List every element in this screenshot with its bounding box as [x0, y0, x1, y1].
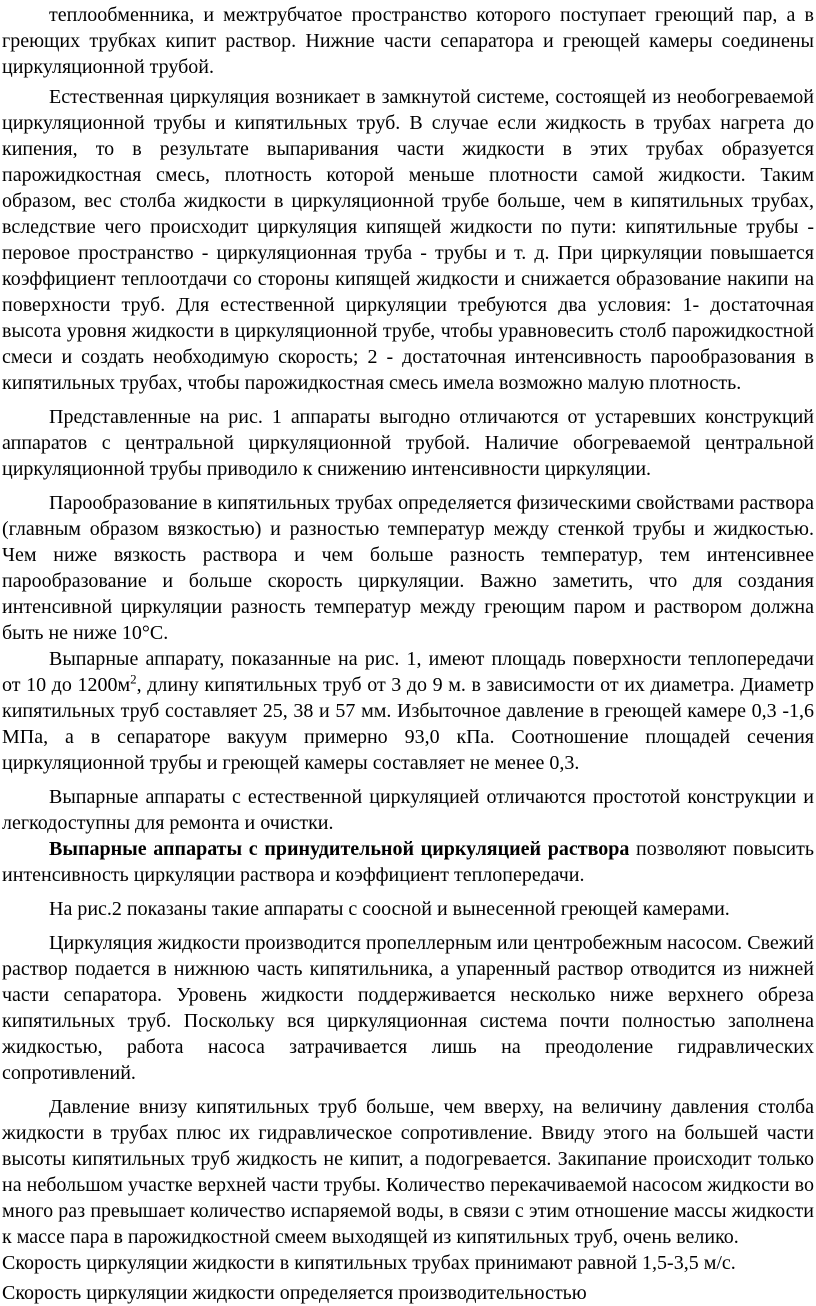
forced-circulation-text: позволяют повысить интенсивность циркуляции раствора и коэффициент теплопередачи. — [2, 838, 814, 886]
specs-text-start: Выпарные аппарату, показанные на рис. 1, имеют площадь поверхности теплопередачи от 10 до 1200м — [2, 648, 814, 696]
paragraph-specs — [2, 646, 814, 776]
paragraph-simplicity: Выпарные аппараты с естественной циркуляцией отличаются простотой конструкции и легкодоступны для ремонта и очистки. — [2, 786, 814, 834]
paragraph-fig2: На рис.2 показаны такие аппараты с соосной и вынесенной греющей камерами. — [49, 898, 730, 920]
paragraph-natural-circulation: Естественная циркуляция возникает в замкнутой системе, состоящей из необогреваемой циркуляционной трубы и кипятильных труб. В случае если жидкость в трубах нагрета до кипения, то в результате выпаривания части жидкости в этих трубах образуется парожидкостная смесь, плотность которой меньше плотности самой жидкости. Таким образом, вес столба жидкости в циркуляционной трубе больше, чем в кипятильных трубах, вследствие чего происходит циркуляция кипящей жидкости по пути: кипятильные трубы - перовое пространство - циркуляционная труба - трубы и т. д. При циркуляции повышается коэффициент теплоотдачи со стороны кипящей жидкости и снижается образование накипи на поверхности труб. Для естественной циркуляции требуются два условия: 1- достаточная высота уровня жидкости в циркуляционной трубе, чтобы уравновесить столб парожидкостной смеси и создать необходимую скорость; 2 - достаточная интенсивность парообразования в кипятильных трубах, чтобы парожидкостная смесь имела возможно малую плотность. — [2, 86, 814, 394]
specs-text-end: , длину кипятильных труб от 3 до 9 м. в зависимости от их диаметра. Диаметр кипятильных труб составляет 25, 38 и 57 мм. Избыточное давление в греющей камере 0,3 -1,6 МПа, а в сепараторе вакуум примерно 93,0 кПа. Соотношение площадей сечения циркуляционной трубы и греющей камеры составляет не менее 0,3. — [2, 674, 814, 774]
superscript-2: 2 — [130, 671, 137, 687]
paragraph-pump: Циркуляция жидкости производится пропеллерным или центробежным насосом. Свежий раствор подается в нижнюю часть кипятильника, а упаренный раствор отводится из нижней части сепаратора. Уровень жидкости поддерживается несколько ниже верхнего обреза кипятильных труб. Поскольку вся циркуляционная система почти полностью заполнена жидкостью, работа насоса затрачивается лишь на преодоление гидравлических сопротивлений. — [2, 932, 814, 1084]
paragraph-forced-circulation — [2, 836, 814, 888]
paragraph-fig1-advantages: Представленные на рис. 1 аппараты выгодно отличаются от устаревших конструкций аппаратов с центральной циркуляционной трубой. Наличие обогреваемой центральной циркуляционной трубы приводило к снижению интенсивности циркуляции. — [2, 406, 814, 480]
bold-term: Выпарные аппараты с принудительной циркуляцией раствора — [49, 838, 630, 860]
paragraph-speed-definition: Скорость циркуляции жидкости определяется производительностью — [2, 1282, 587, 1304]
paragraph-pressure: Давление внизу кипятильных труб больше, чем вверху, на величину давления столба жидкости в трубах плюс их гидравлическое сопротивление. Ввиду этого на большей части высоты кипятильных труб жидкость не кипит, а подогревается. Закипание происходит только на небольшом участке верхней части трубы. Количество перекачиваемой насосом жидкости во много раз превышает количество испаряемой воды, в связи с этим отношение массы жидкости к массе пара в парожидкостной смеем выходящей из кипятильных труб, очень велико. — [2, 1096, 814, 1248]
paragraph-continuation: теплообменника, и межтрубчатое пространство которого поступает греющий пар, а в греющих трубках кипит раствор. Нижние части сепаратора и греющей камеры соединены циркуляционной трубой. — [2, 4, 814, 78]
paragraph-speed: Скорость циркуляции жидкости в кипятильных трубах принимают равной 1,5-3,5 м/с. — [2, 1252, 736, 1274]
paragraph-vaporization: Парообразование в кипятильных трубах определяется физическими свойствами раствора (главным образом вязкостью) и разностью температур между стенкой трубы и жидкостью. Чем ниже вязкость раствора и чем больше разность температур, тем интенсивнее парообразование и больше скорость циркуляции. Важно заметить, что для создания интенсивной циркуляции разность температур между греющим паром и раствором должна быть не ниже 10°С. — [2, 492, 814, 644]
